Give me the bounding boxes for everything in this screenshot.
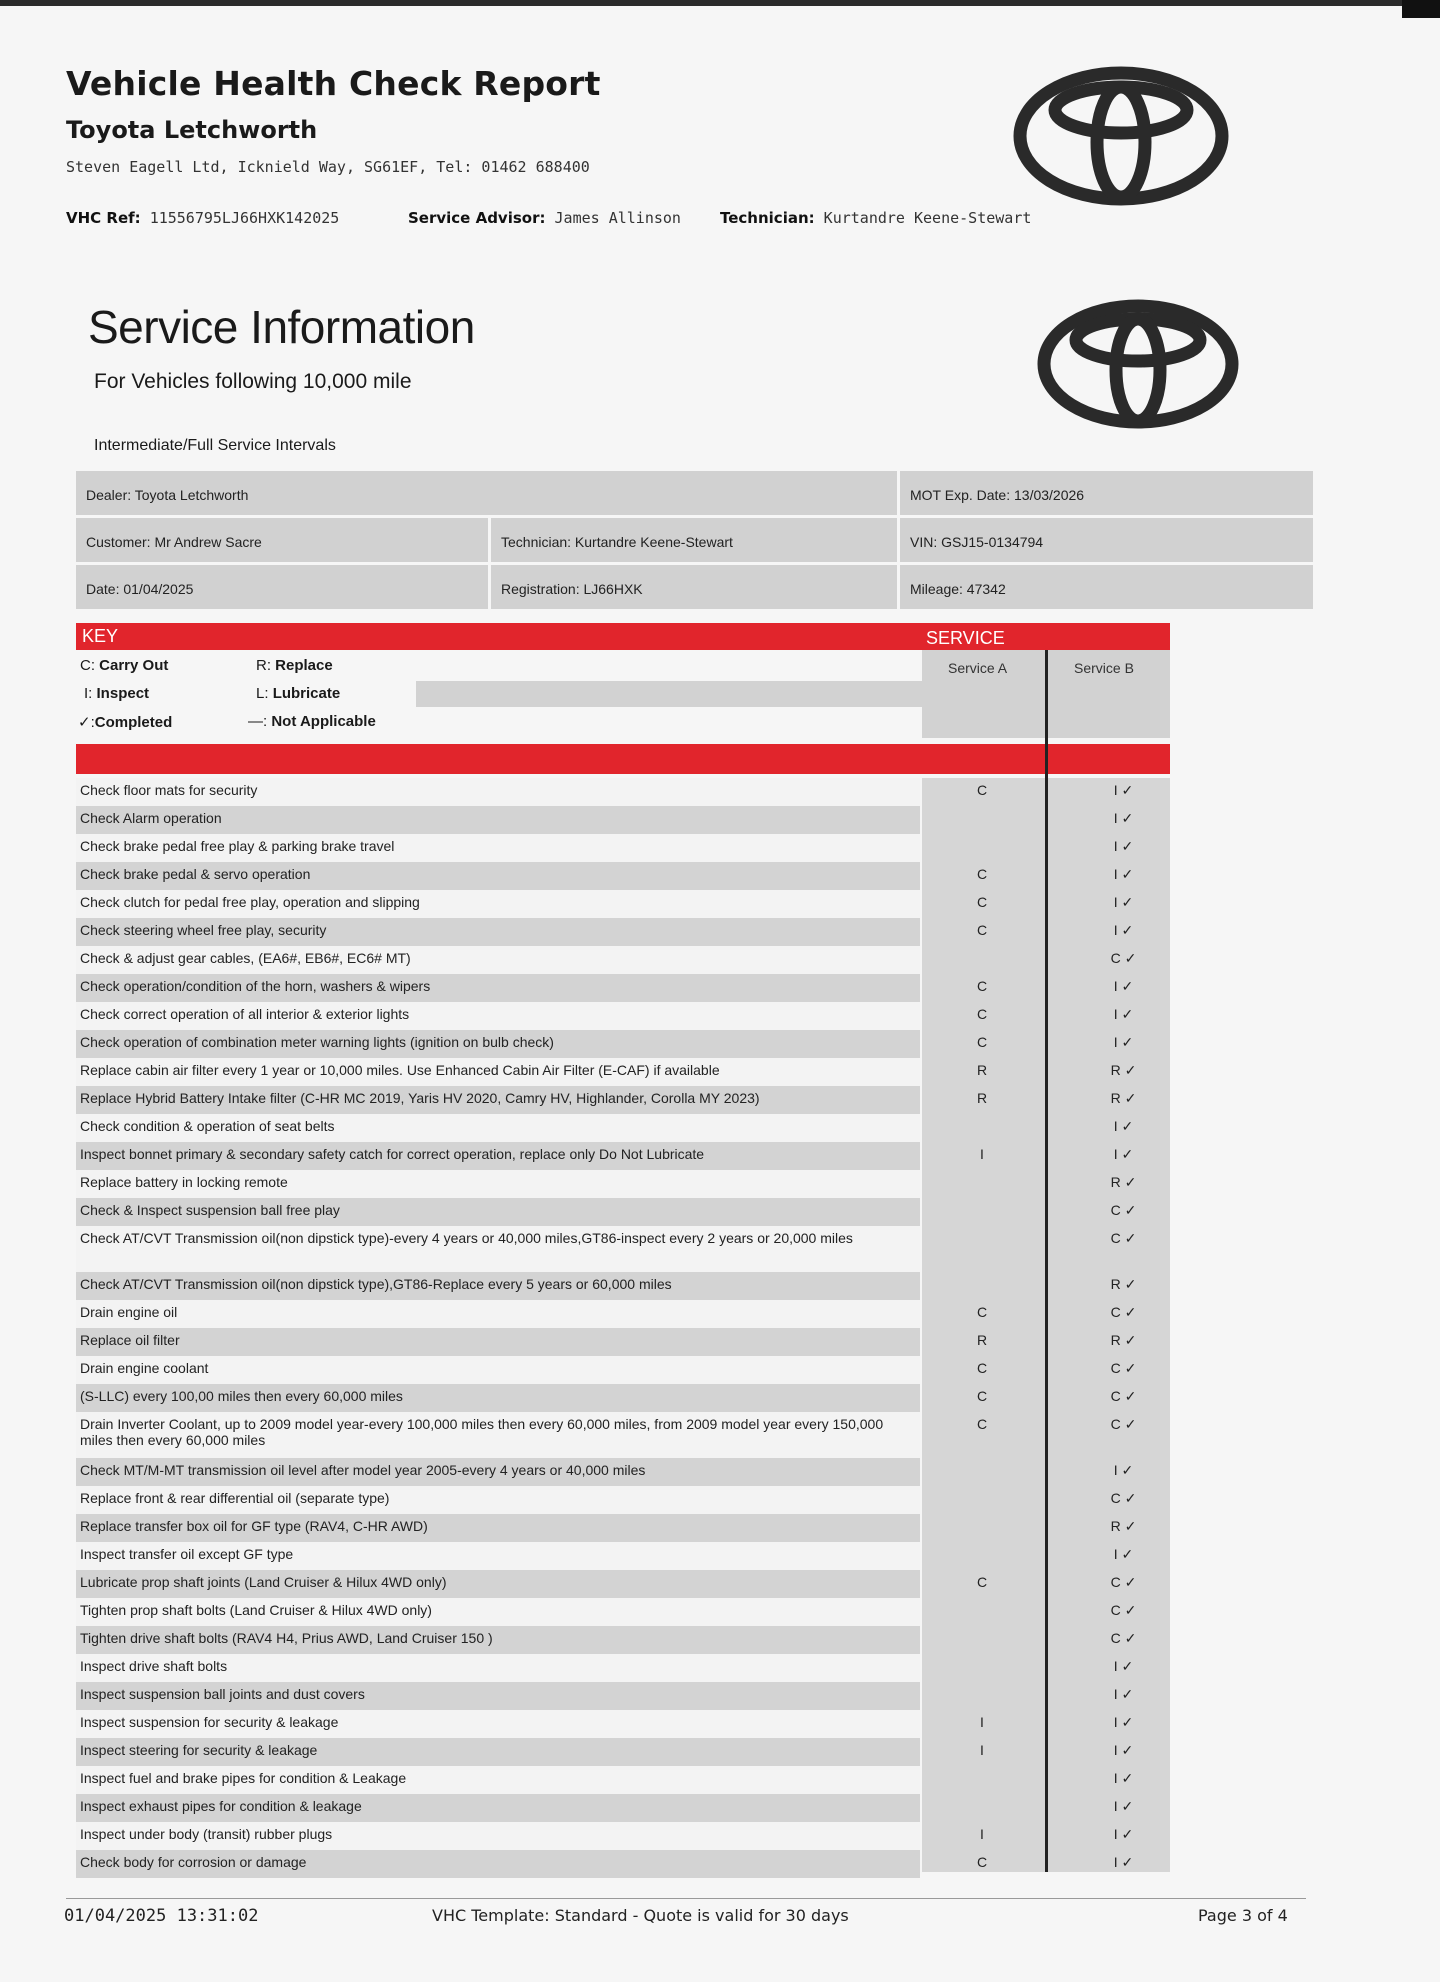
vhc-ref-value: 11556795LJ66HXK142025 [149,209,340,227]
table-row [76,1412,1170,1458]
table-row [76,1328,1170,1356]
service-b-value: I ✓ [1113,1714,1134,1730]
row-description: Check floor mats for security [76,778,920,806]
row-description: Lubricate prop shaft joints (Land Cruiser & Hilux 4WD only) [76,1570,920,1598]
service-info-subtitle: For Vehicles following 10,000 mile [94,370,412,393]
service-b-value: I ✓ [1113,1854,1134,1870]
table-row [76,1654,1170,1682]
row-description: Check operation of combination meter warning lights (ignition on bulb check) [76,1030,920,1058]
row-description: Replace battery in locking remote [76,1170,920,1198]
service-b-value: R ✓ [1110,1174,1137,1190]
service-b-value: C ✓ [1110,1490,1137,1506]
info-technician: Technician: Kurtandre Keene-Stewart [491,518,897,562]
toyota-logo-icon [1036,298,1240,430]
service-a-value [920,806,1044,834]
key-code: I: [84,685,93,702]
service-b-value: C ✓ [1110,950,1137,966]
info-vin: VIN: GSJ15-0134794 [900,518,1313,562]
service-b-value: I ✓ [1113,978,1134,994]
key-carry-out [80,657,168,674]
report-title: Vehicle Health Check Report [66,64,601,103]
service-b-value: C ✓ [1110,1360,1137,1376]
service-a-value: C [976,1416,988,1432]
row-description: Inspect transfer oil except GF type [76,1542,920,1570]
service-a-value [920,1226,1044,1272]
table-row [76,1738,1170,1766]
info-customer: Customer: Mr Andrew Sacre [76,518,488,562]
service-a-value: C [976,782,988,798]
service-b-value: I ✓ [1113,1742,1134,1758]
table-row [76,1114,1170,1142]
row-description: Inspect steering for security & leakage [76,1738,920,1766]
footer-timestamp: 01/04/2025 13:31:02 [64,1906,259,1926]
service-b-value: I ✓ [1113,1798,1134,1814]
row-description: Check & adjust gear cables, (EA6#, EB6#, EC6# MT) [76,946,920,974]
dealer-name: Toyota Letchworth [66,116,318,144]
service-a-value [920,946,1044,974]
table-row [76,946,1170,974]
info-row [76,565,1316,609]
table-row [76,1300,1170,1328]
service-b-value: C ✓ [1110,1230,1137,1246]
dash-icon: —: [248,713,268,730]
key-text: Lubricate [272,685,341,702]
row-description: Replace transfer box oil for GF type (RAV4, C-HR AWD) [76,1514,920,1542]
row-description: Inspect suspension ball joints and dust covers [76,1682,920,1710]
service-b-value: C ✓ [1110,1630,1137,1646]
service-b-value: I ✓ [1113,1146,1134,1162]
vehicle-info-grid [76,471,1316,612]
table-row [76,1086,1170,1114]
service-a-value: C [976,978,988,994]
service-label: SERVICE [926,628,1005,648]
row-description: Check condition & operation of seat belts [76,1114,920,1142]
table-row [76,1598,1170,1626]
key-code: C: [80,657,95,674]
technician-value: Kurtandre Keene-Stewart [823,209,1032,227]
info-row [76,518,1316,562]
service-b-value: C ✓ [1110,1388,1137,1404]
service-b-header: Service B [1074,660,1134,676]
scan-edge [0,0,1440,6]
advisor-label: Service Advisor: [408,209,546,227]
service-a-value [920,1794,1044,1822]
table-row [76,806,1170,834]
table-row [76,1198,1170,1226]
service-b-value: I ✓ [1113,810,1134,826]
row-description: Inspect suspension for security & leakage [76,1710,920,1738]
row-description: Replace front & rear differential oil (separate type) [76,1486,920,1514]
table-row [76,1142,1170,1170]
service-a-value [920,1486,1044,1514]
service-advisor [408,209,681,227]
key-header-bar [76,623,1170,650]
table-row [76,1542,1170,1570]
table-row [76,1486,1170,1514]
key-not-applicable [248,713,376,730]
vhc-ref [66,209,339,227]
key-code: L: [256,685,269,702]
info-mileage: Mileage: 47342 [900,565,1313,609]
service-b-value: I ✓ [1113,1658,1134,1674]
service-a-value: C [976,1034,988,1050]
service-b-value: I ✓ [1113,866,1134,882]
row-description: Check clutch for pedal free play, operation and slipping [76,890,920,918]
service-info-title: Service Information [88,301,475,353]
service-a-value: R [976,1090,988,1106]
table-row [76,1058,1170,1086]
row-description: (S-LLC) every 100,00 miles then every 60,000 miles [76,1384,920,1412]
service-a-value [920,1766,1044,1794]
service-b-value: I ✓ [1113,782,1134,798]
key-text: Carry Out [99,657,169,674]
info-date: Date: 01/04/2025 [76,565,488,609]
service-a-value [920,1114,1044,1142]
row-description: Check AT/CVT Transmission oil(non dipstick type)-every 4 years or 40,000 miles,GT86-inspect every 2 years or 20,000 miles [76,1226,920,1272]
table-row [76,1822,1170,1850]
row-description: Drain engine oil [76,1300,920,1328]
table-row [76,1002,1170,1030]
service-b-value: I ✓ [1113,1770,1134,1786]
table-row [76,1272,1170,1300]
service-b-value: C ✓ [1110,1304,1137,1320]
row-description: Check brake pedal free play & parking brake travel [76,834,920,862]
row-description: Check & Inspect suspension ball free play [76,1198,920,1226]
row-description: Drain Inverter Coolant, up to 2009 model year-every 100,000 miles then every 60,000 miles, from 2009 model year every 150,000 miles then every 60,000 miles [76,1412,920,1458]
table-row [76,778,1170,806]
row-description: Check AT/CVT Transmission oil(non dipstick type),GT86-Replace every 5 years or 60,000 miles [76,1272,920,1300]
service-intervals: Intermediate/Full Service Intervals [94,437,336,454]
row-description: Replace oil filter [76,1328,920,1356]
service-b-value: C ✓ [1110,1602,1137,1618]
table-row [76,862,1170,890]
service-b-value: R ✓ [1110,1062,1137,1078]
service-a-value [920,834,1044,862]
dealer-address: Steven Eagell Ltd, Icknield Way, SG61EF, Tel: 01462 688400 [66,158,590,176]
table-row [76,1030,1170,1058]
table-row [76,1850,1170,1878]
row-description: Check body for corrosion or damage [76,1850,920,1878]
row-description: Inspect fuel and brake pipes for condition & Leakage [76,1766,920,1794]
row-description: Check brake pedal & servo operation [76,862,920,890]
tick-icon: ✓: [78,714,95,731]
service-b-value: I ✓ [1113,894,1134,910]
service-a-header: Service A [948,660,1008,676]
key-replace [256,657,333,674]
footer-template: VHC Template: Standard - Quote is valid for 30 days [432,1906,849,1925]
service-b-value: I ✓ [1113,838,1134,854]
service-b-value: I ✓ [1113,1462,1134,1478]
key-text: Inspect [96,685,150,702]
service-a-value: R [976,1332,988,1348]
service-b-value: I ✓ [1113,922,1134,938]
info-row [76,471,1316,515]
table-row [76,974,1170,1002]
key-completed [78,713,172,731]
service-b-value: I ✓ [1113,1118,1134,1134]
table-row [76,890,1170,918]
row-description: Inspect under body (transit) rubber plugs [76,1822,920,1850]
row-description: Check operation/condition of the horn, washers & wipers [76,974,920,1002]
row-description: Drain engine coolant [76,1356,920,1384]
table-row [76,1570,1170,1598]
scan-edge-corner [1402,0,1440,18]
key-lubricate [256,685,340,702]
technician-label: Technician: [720,209,815,227]
table-row [76,918,1170,946]
service-a-value [920,1198,1044,1226]
service-a-value: I [980,1826,984,1842]
table-row [76,1356,1170,1384]
footer-page-number: Page 3 of 4 [1198,1906,1288,1925]
service-a-value [920,1170,1044,1198]
service-a-value: C [976,866,988,882]
service-b-value: I ✓ [1113,1826,1134,1842]
table-row [76,1458,1170,1486]
service-b-value: I ✓ [1113,1686,1134,1702]
service-a-value [920,1682,1044,1710]
advisor-value: James Allinson [554,209,681,227]
service-a-value: C [976,1854,988,1870]
service-b-value: R ✓ [1110,1276,1137,1292]
service-a-value: C [976,1006,988,1022]
service-b-value: R ✓ [1110,1518,1137,1534]
service-b-value: R ✓ [1110,1332,1137,1348]
key-text: Not Applicable [271,713,376,730]
toyota-logo-icon [1012,66,1230,206]
key-text: Replace [275,657,333,674]
info-registration: Registration: LJ66HXK [491,565,897,609]
header-technician [720,209,1031,227]
row-description: Check Alarm operation [76,806,920,834]
service-a-value [920,1626,1044,1654]
service-b-value: I ✓ [1113,1034,1134,1050]
service-a-value: C [976,1388,988,1404]
service-a-value [920,1514,1044,1542]
table-row [76,1766,1170,1794]
service-a-value: I [980,1714,984,1730]
table-row [76,1710,1170,1738]
service-a-value [920,1542,1044,1570]
info-mot: MOT Exp. Date: 13/03/2026 [900,471,1313,515]
row-description: Inspect exhaust pipes for condition & leakage [76,1794,920,1822]
row-description: Tighten prop shaft bolts (Land Cruiser & Hilux 4WD only) [76,1598,920,1626]
row-description: Check steering wheel free play, security [76,918,920,946]
service-a-value [920,1272,1044,1300]
table-row [76,1384,1170,1412]
table-row [76,834,1170,862]
table-row [76,1626,1170,1654]
column-divider [1045,650,1048,1872]
service-b-value: C ✓ [1110,1202,1137,1218]
table-row [76,1682,1170,1710]
row-description: Inspect drive shaft bolts [76,1654,920,1682]
service-b-value: I ✓ [1113,1546,1134,1562]
service-a-value [920,1654,1044,1682]
table-divider-bar [76,744,1170,774]
service-a-value: C [976,894,988,910]
key-inspect [84,685,149,702]
service-a-value: C [976,922,988,938]
table-row [76,1514,1170,1542]
row-description: Replace Hybrid Battery Intake filter (C-HR MC 2019, Yaris HV 2020, Camry HV, Highlander, Corolla MY 2023) [76,1086,920,1114]
row-description: Check correct operation of all interior & exterior lights [76,1002,920,1030]
key-code: R: [256,657,271,674]
table-row [76,1794,1170,1822]
key-label: KEY [82,626,119,646]
service-b-value: C ✓ [1110,1574,1137,1590]
vhc-ref-label: VHC Ref: [66,209,141,227]
service-a-value: C [976,1304,988,1320]
service-b-value: R ✓ [1110,1090,1137,1106]
service-a-value: I [980,1742,984,1758]
service-b-value: C ✓ [1110,1416,1137,1432]
service-table [76,778,1170,1878]
service-a-value: I [980,1146,984,1162]
key-grey-bar [416,681,922,707]
table-row [76,1170,1170,1198]
info-dealer: Dealer: Toyota Letchworth [76,471,897,515]
service-a-value: R [976,1062,988,1078]
service-a-value: C [976,1360,988,1376]
row-description: Check MT/M-MT transmission oil level after model year 2005-every 4 years or 40,000 miles [76,1458,920,1486]
key-text: Completed [94,714,173,731]
row-description: Replace cabin air filter every 1 year or 10,000 miles. Use Enhanced Cabin Air Filter (E-CAF) if available [76,1058,920,1086]
row-description: Tighten drive shaft bolts (RAV4 H4, Prius AWD, Land Cruiser 150 ) [76,1626,920,1654]
service-a-value [920,1598,1044,1626]
service-a-value: C [976,1574,988,1590]
row-description: Inspect bonnet primary & secondary safety catch for correct operation, replace only Do Not Lubricate [76,1142,920,1170]
service-b-value: I ✓ [1113,1006,1134,1022]
service-a-value [920,1458,1044,1486]
footer-rule [66,1898,1306,1899]
table-row [76,1226,1170,1272]
